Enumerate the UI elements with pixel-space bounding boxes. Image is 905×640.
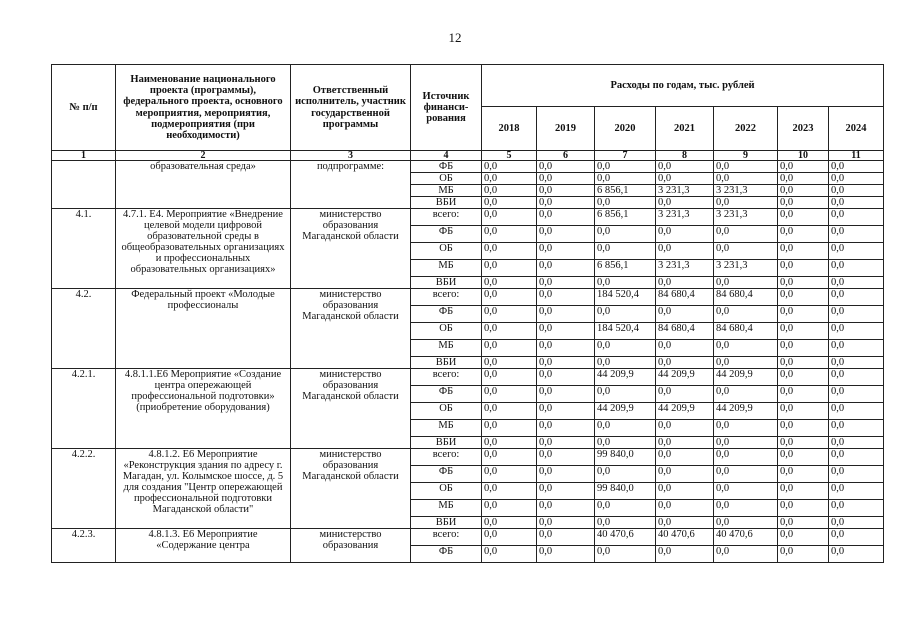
amount-cell: 0,0 (482, 403, 537, 420)
column-number: 9 (714, 151, 778, 161)
row-code: 4.2. (52, 289, 116, 369)
amount-cell: 0,0 (537, 369, 595, 386)
row-executor: министерство образования (291, 529, 411, 563)
funding-source: ВБИ (411, 357, 482, 369)
header-name: Наименование национального проекта (программы), федерального проекта, основного мероприятия, мероприятия, подмероприятия (при необходимости) (116, 65, 291, 151)
amount-cell: 0,0 (829, 243, 884, 260)
amount-cell: 44 209,9 (714, 369, 778, 386)
funding-source: всего: (411, 209, 482, 226)
funding-source: МБ (411, 340, 482, 357)
amount-cell: 0,0 (829, 403, 884, 420)
amount-cell: 0,0 (778, 483, 829, 500)
amount-cell: 40 470,6 (656, 529, 714, 546)
amount-cell: 0,0 (714, 420, 778, 437)
amount-cell: 0,0 (595, 546, 656, 563)
table-row (52, 369, 884, 386)
amount-cell: 0,0 (482, 357, 537, 369)
amount-cell: 0,0 (482, 185, 537, 197)
amount-cell: 0,0 (537, 403, 595, 420)
amount-cell: 0,0 (778, 420, 829, 437)
page-number: 12 (448, 30, 462, 45)
row-code: 4.2.2. (52, 449, 116, 529)
table-row (52, 289, 884, 306)
amount-cell: 0,0 (595, 437, 656, 449)
amount-cell: 0,0 (537, 437, 595, 449)
amount-cell: 0,0 (829, 173, 884, 185)
amount-cell: 44 209,9 (714, 403, 778, 420)
amount-cell: 0,0 (714, 226, 778, 243)
amount-cell: 0,0 (778, 449, 829, 466)
amount-cell: 0,0 (482, 226, 537, 243)
funding-source: ОБ (411, 403, 482, 420)
header-year: 2022 (714, 107, 778, 151)
amount-cell: 0,0 (714, 161, 778, 173)
amount-cell: 0,0 (829, 500, 884, 517)
amount-cell: 0,0 (778, 386, 829, 403)
amount-cell: 0,0 (537, 209, 595, 226)
amount-cell: 0,0 (829, 466, 884, 483)
column-number: 4 (411, 151, 482, 161)
amount-cell: 0,0 (656, 437, 714, 449)
amount-cell: 0,0 (829, 529, 884, 546)
funding-source: ФБ (411, 386, 482, 403)
amount-cell: 0,0 (595, 340, 656, 357)
amount-cell: 0,0 (482, 340, 537, 357)
funding-source: ОБ (411, 323, 482, 340)
column-number: 7 (595, 151, 656, 161)
amount-cell: 0,0 (537, 185, 595, 197)
amount-cell: 184 520,4 (595, 289, 656, 306)
amount-cell: 0,0 (482, 173, 537, 185)
amount-cell: 0,0 (829, 289, 884, 306)
amount-cell: 0,0 (778, 403, 829, 420)
header-year: 2020 (595, 107, 656, 151)
header-year: 2023 (778, 107, 829, 151)
amount-cell: 0,0 (778, 209, 829, 226)
amount-cell: 0,0 (714, 243, 778, 260)
amount-cell: 0,0 (482, 306, 537, 323)
amount-cell: 0,0 (829, 386, 884, 403)
amount-cell: 0,0 (829, 185, 884, 197)
amount-cell: 0,0 (778, 277, 829, 289)
amount-cell: 0,0 (537, 277, 595, 289)
amount-cell: 0,0 (829, 483, 884, 500)
header-year: 2021 (656, 107, 714, 151)
amount-cell: 0,0 (595, 161, 656, 173)
amount-cell: 0,0 (595, 243, 656, 260)
funding-source: ФБ (411, 306, 482, 323)
amount-cell: 0,0 (482, 209, 537, 226)
amount-cell: 0,0 (714, 277, 778, 289)
amount-cell: 0,0 (829, 197, 884, 209)
amount-cell: 0,0 (537, 289, 595, 306)
amount-cell: 84 680,4 (656, 323, 714, 340)
amount-cell: 0,0 (778, 173, 829, 185)
amount-cell: 0,0 (482, 277, 537, 289)
amount-cell: 0,0 (656, 173, 714, 185)
amount-cell: 3 231,3 (714, 260, 778, 277)
amount-cell: 0,0 (482, 420, 537, 437)
amount-cell: 0,0 (778, 226, 829, 243)
amount-cell: 0,0 (778, 369, 829, 386)
amount-cell: 40 470,6 (595, 529, 656, 546)
amount-cell: 0,0 (656, 243, 714, 260)
column-number: 8 (656, 151, 714, 161)
amount-cell: 84 680,4 (714, 289, 778, 306)
funding-source: МБ (411, 260, 482, 277)
header-source: Источник финанси-рования (411, 65, 482, 151)
amount-cell: 0,0 (537, 386, 595, 403)
amount-cell: 0,0 (714, 466, 778, 483)
row-code (52, 161, 116, 209)
amount-cell: 0,0 (482, 517, 537, 529)
amount-cell: 0,0 (595, 420, 656, 437)
amount-cell: 0,0 (595, 517, 656, 529)
funding-source: ОБ (411, 173, 482, 185)
column-number: 1 (52, 151, 116, 161)
amount-cell: 0,0 (778, 546, 829, 563)
funding-source: ВБИ (411, 437, 482, 449)
amount-cell: 0,0 (829, 340, 884, 357)
amount-cell: 99 840,0 (595, 449, 656, 466)
amount-cell: 40 470,6 (714, 529, 778, 546)
amount-cell: 6 856,1 (595, 260, 656, 277)
header-executor: Ответственный исполнитель, участник государственной программы (291, 65, 411, 151)
amount-cell: 0,0 (778, 260, 829, 277)
amount-cell: 0,0 (537, 243, 595, 260)
amount-cell: 0,0 (537, 546, 595, 563)
amount-cell: 0,0 (537, 529, 595, 546)
amount-cell: 0,0 (829, 357, 884, 369)
amount-cell: 0,0 (778, 161, 829, 173)
amount-cell: 0,0 (656, 340, 714, 357)
amount-cell: 0,0 (829, 369, 884, 386)
amount-cell: 0,0 (656, 420, 714, 437)
amount-cell: 0,0 (595, 277, 656, 289)
amount-cell: 0,0 (829, 546, 884, 563)
amount-cell: 0,0 (595, 500, 656, 517)
row-name: 4.8.1.1.E6 Мероприятие «Создание центра опережающей профессиональной подготовки» (приобретение оборудования) (116, 369, 291, 449)
amount-cell: 0,0 (829, 449, 884, 466)
funding-source: МБ (411, 185, 482, 197)
funding-source: ВБИ (411, 197, 482, 209)
funding-source: всего: (411, 369, 482, 386)
amount-cell: 3 231,3 (656, 260, 714, 277)
header-expenses: Расходы по годам, тыс. рублей (482, 65, 884, 107)
funding-source: всего: (411, 289, 482, 306)
amount-cell: 0,0 (482, 483, 537, 500)
amount-cell: 3 231,3 (714, 185, 778, 197)
amount-cell: 0,0 (714, 500, 778, 517)
amount-cell: 84 680,4 (714, 323, 778, 340)
amount-cell: 3 231,3 (714, 209, 778, 226)
amount-cell: 0,0 (778, 306, 829, 323)
amount-cell: 0,0 (714, 340, 778, 357)
amount-cell: 0,0 (537, 226, 595, 243)
column-number: 2 (116, 151, 291, 161)
amount-cell: 0,0 (778, 517, 829, 529)
amount-cell: 0,0 (778, 340, 829, 357)
column-number: 3 (291, 151, 411, 161)
amount-cell: 0,0 (656, 517, 714, 529)
amount-cell: 0,0 (829, 420, 884, 437)
amount-cell: 0,0 (714, 173, 778, 185)
amount-cell: 44 209,9 (656, 403, 714, 420)
amount-cell: 0,0 (482, 289, 537, 306)
row-executor: министерство образования Магаданской области (291, 209, 411, 289)
amount-cell: 0,0 (595, 173, 656, 185)
column-number: 5 (482, 151, 537, 161)
amount-cell: 84 680,4 (656, 289, 714, 306)
funding-source: МБ (411, 420, 482, 437)
amount-cell: 0,0 (829, 517, 884, 529)
header-num: № п/п (52, 65, 116, 151)
amount-cell: 0,0 (778, 500, 829, 517)
amount-cell: 0,0 (714, 546, 778, 563)
amount-cell: 0,0 (829, 260, 884, 277)
amount-cell: 0,0 (656, 449, 714, 466)
funding-source: ФБ (411, 546, 482, 563)
amount-cell: 0,0 (829, 306, 884, 323)
amount-cell: 0,0 (537, 449, 595, 466)
amount-cell: 0,0 (714, 449, 778, 466)
amount-cell: 0,0 (829, 209, 884, 226)
table-row (52, 529, 884, 546)
amount-cell: 0,0 (482, 437, 537, 449)
table-row (52, 449, 884, 466)
amount-cell: 0,0 (656, 466, 714, 483)
amount-cell: 3 231,3 (656, 209, 714, 226)
amount-cell: 0,0 (537, 466, 595, 483)
amount-cell: 0,0 (656, 306, 714, 323)
row-executor: министерство образования Магаданской области (291, 289, 411, 369)
amount-cell: 0,0 (714, 483, 778, 500)
funding-source: ФБ (411, 161, 482, 173)
amount-cell: 0,0 (537, 161, 595, 173)
amount-cell: 0,0 (829, 161, 884, 173)
amount-cell: 0,0 (714, 197, 778, 209)
amount-cell: 0,0 (656, 500, 714, 517)
amount-cell: 0,0 (656, 386, 714, 403)
amount-cell: 0,0 (537, 517, 595, 529)
amount-cell: 0,0 (656, 226, 714, 243)
amount-cell: 0,0 (595, 466, 656, 483)
row-executor: министерство образования Магаданской области (291, 449, 411, 529)
amount-cell: 0,0 (656, 546, 714, 563)
funding-source: ФБ (411, 226, 482, 243)
row-name: Федеральный проект «Молодые профессионалы (116, 289, 291, 369)
amount-cell: 0,0 (714, 306, 778, 323)
amount-cell: 0,0 (482, 260, 537, 277)
amount-cell: 0,0 (482, 197, 537, 209)
row-name: 4.7.1. E4. Мероприятие «Внедрение целевой модели цифровой образовательной среды в общеобразовательных организациях и профессиональных образовательных организациях» (116, 209, 291, 289)
amount-cell: 44 209,9 (656, 369, 714, 386)
amount-cell: 0,0 (482, 500, 537, 517)
amount-cell: 0,0 (714, 357, 778, 369)
amount-cell: 0,0 (482, 529, 537, 546)
amount-cell: 0,0 (595, 386, 656, 403)
amount-cell: 0,0 (537, 173, 595, 185)
amount-cell: 6 856,1 (595, 185, 656, 197)
amount-cell: 0,0 (482, 323, 537, 340)
amount-cell: 0,0 (482, 466, 537, 483)
row-code: 4.1. (52, 209, 116, 289)
amount-cell: 0,0 (537, 306, 595, 323)
amount-cell: 0,0 (482, 449, 537, 466)
funding-source: ОБ (411, 243, 482, 260)
header-year: 2024 (829, 107, 884, 151)
amount-cell: 99 840,0 (595, 483, 656, 500)
header-year: 2018 (482, 107, 537, 151)
amount-cell: 0,0 (656, 197, 714, 209)
amount-cell: 0,0 (482, 161, 537, 173)
row-code: 4.2.3. (52, 529, 116, 563)
amount-cell: 0,0 (714, 386, 778, 403)
table-row (52, 161, 884, 173)
row-name: 4.8.1.3. E6 Мероприятие «Содержание центра (116, 529, 291, 563)
amount-cell: 6 856,1 (595, 209, 656, 226)
amount-cell: 0,0 (537, 340, 595, 357)
amount-cell: 44 209,9 (595, 403, 656, 420)
amount-cell: 0,0 (482, 546, 537, 563)
row-name: образовательная среда» (116, 161, 291, 209)
amount-cell: 0,0 (829, 437, 884, 449)
amount-cell: 0,0 (537, 357, 595, 369)
amount-cell: 0,0 (537, 483, 595, 500)
expenses-table (51, 64, 884, 563)
amount-cell: 0,0 (778, 243, 829, 260)
header-year: 2019 (537, 107, 595, 151)
amount-cell: 0,0 (482, 386, 537, 403)
amount-cell: 0,0 (714, 517, 778, 529)
amount-cell: 0,0 (537, 197, 595, 209)
amount-cell: 0,0 (656, 161, 714, 173)
amount-cell: 0,0 (656, 277, 714, 289)
funding-source: всего: (411, 449, 482, 466)
amount-cell: 3 231,3 (656, 185, 714, 197)
amount-cell: 0,0 (778, 529, 829, 546)
amount-cell: 0,0 (595, 226, 656, 243)
column-number: 11 (829, 151, 884, 161)
amount-cell: 0,0 (829, 277, 884, 289)
amount-cell: 0,0 (778, 357, 829, 369)
amount-cell: 184 520,4 (595, 323, 656, 340)
row-executor: министерство образования Магаданской области (291, 369, 411, 449)
funding-source: ВБИ (411, 277, 482, 289)
amount-cell: 0,0 (778, 289, 829, 306)
amount-cell: 0,0 (656, 483, 714, 500)
amount-cell: 0,0 (595, 306, 656, 323)
amount-cell: 0,0 (829, 323, 884, 340)
column-number: 6 (537, 151, 595, 161)
amount-cell: 0,0 (482, 243, 537, 260)
row-code: 4.2.1. (52, 369, 116, 449)
row-executor: подпрограмме: (291, 161, 411, 209)
column-number: 10 (778, 151, 829, 161)
amount-cell: 44 209,9 (595, 369, 656, 386)
amount-cell: 0,0 (482, 369, 537, 386)
funding-source: МБ (411, 500, 482, 517)
amount-cell: 0,0 (537, 323, 595, 340)
amount-cell: 0,0 (595, 357, 656, 369)
amount-cell: 0,0 (656, 357, 714, 369)
amount-cell: 0,0 (778, 197, 829, 209)
funding-source: ОБ (411, 483, 482, 500)
amount-cell: 0,0 (537, 260, 595, 277)
table-row (52, 209, 884, 226)
amount-cell: 0,0 (537, 500, 595, 517)
amount-cell: 0,0 (778, 466, 829, 483)
amount-cell: 0,0 (778, 185, 829, 197)
funding-source: всего: (411, 529, 482, 546)
amount-cell: 0,0 (778, 437, 829, 449)
funding-source: ФБ (411, 466, 482, 483)
amount-cell: 0,0 (829, 226, 884, 243)
funding-source: ВБИ (411, 517, 482, 529)
amount-cell: 0,0 (778, 323, 829, 340)
amount-cell: 0,0 (537, 420, 595, 437)
row-name: 4.8.1.2. E6 Мероприятие «Реконструкция здания по адресу г. Магадан, ул. Колымское шоссе, д. 5 для создания "Центр опережающей профессиональной подготовки Магаданской области" (116, 449, 291, 529)
amount-cell: 0,0 (595, 197, 656, 209)
amount-cell: 0,0 (714, 437, 778, 449)
